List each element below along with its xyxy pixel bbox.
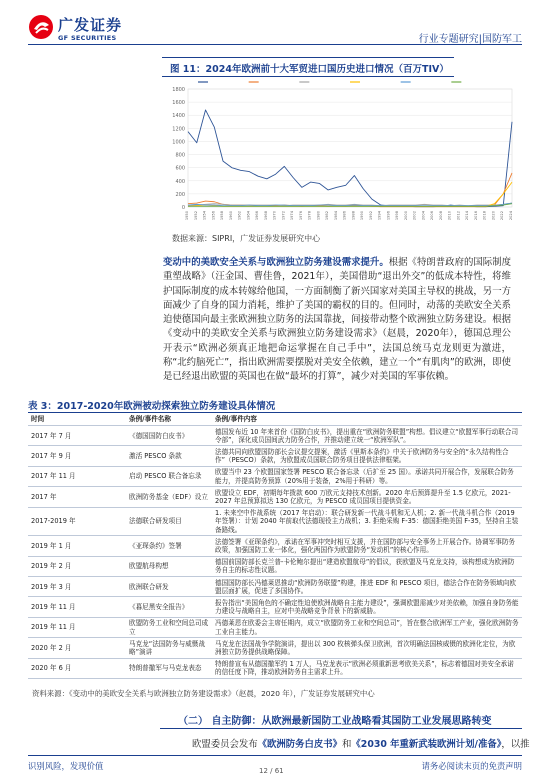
table-row	[28, 577, 522, 597]
x-tick-label: 1974	[290, 211, 295, 221]
figure-source: 数据来源：SIPRI，广发证券发展研究中心	[172, 234, 321, 243]
footer-disclaimer: 请务必阅读末页的免责声明	[421, 761, 522, 771]
content-cell: 欧盟设立 EDF，初期每年拨款 600 万欧元支持技术创新。2020 年后预算提升至 1.5 亿欧元，2021-2027 年总预算拟达 130 亿欧元，为 PESCO 成员国项目提供资金。	[212, 487, 522, 507]
y-tick-label: 1200	[172, 126, 185, 133]
table-header-row	[28, 413, 522, 426]
name-cell: 欧洲联合研发	[126, 577, 212, 597]
defense-events-table	[28, 413, 522, 679]
y-tick-label: 1600	[172, 100, 185, 107]
content-cell: 报告指出“美国角色的不确定性迫使欧洲战略自主能力建设”，强调欧盟需减少对美依赖，加强自身防务能力建设与战略自主，应对中美战略竞争背景下的新威胁。	[212, 597, 522, 617]
time-cell: 2017 年 11 月	[28, 466, 126, 486]
header-divider	[28, 44, 522, 45]
table-row	[28, 536, 522, 556]
time-cell: 2020 年 6 月	[28, 658, 126, 678]
y-tick-label: 0	[181, 205, 185, 211]
paragraph-body: 根据《特朗普政府的国际制度重塑战略》（汪金国、曹佳鲁，2021年），美国借助“退出外交”的低成本特性，将维护国际制度的成本转嫁给他国，一方面制衡了新兴国家对美国主导权的挑战，另一方面减少了自身的国力消耗，维护了美国的霸权的目的。但同时，动荡的美欧安全关系迫使德国向最主张欧洲独立防务的法国靠拢，间接带动整个欧洲独立防务建设。根据《变动中的美欧安全关系与欧洲独立防务建设需求》（赵晨，2020年），德国总理公开表示“欧洲必须真正地把命运掌握在自己手中”，法国总统马克龙则更为激进，称“北约脑死亡”，指出欧洲需要摆脱对美安全依赖，建立一个“有肌肉”的欧洲，即使是已经退出欧盟的英国也在做“最坏的打算”，减少对美国的军事依赖。	[163, 257, 511, 383]
time-cell: 2017 年 7 月	[28, 426, 126, 446]
content-cell: 1. 未来空中作战系统（2017 年启动）：联合研发新一代战斗机和无人机；2. 新一代战斗机合作（2019 年签署）：计划 2040 年前取代法德现役主力战机；3. 拒绝采购 F-35：德国拒绝美国 F-35，坚持自主装备路线。	[212, 507, 522, 536]
tail-post: ，以推	[501, 739, 530, 750]
time-cell: 2017 年 9 月	[28, 446, 126, 466]
x-tick-label: 1958	[220, 211, 225, 221]
x-tick-label: 1954	[202, 211, 207, 221]
table-row	[28, 617, 522, 637]
table-row	[28, 487, 522, 507]
x-tick-label: 2010	[447, 211, 452, 221]
import-history-chart	[160, 75, 520, 235]
x-tick-label: 1952	[193, 211, 198, 221]
content-cell: 欧盟当中 23 个欧盟国家签署 PESCO 联合备忘录（后扩至 25 国）。承诺共同开展合作，发展联合防务能力，并提高防务预算（20%用于装备，2%用于科研）等。	[212, 466, 522, 486]
x-tick-label: 1964	[246, 211, 251, 221]
x-tick-label: 1962	[237, 211, 242, 221]
y-tick-label: 200	[175, 191, 185, 198]
x-tick-label: 1980	[316, 211, 321, 221]
x-tick-label: 2012	[456, 211, 461, 221]
logo-mark-icon	[28, 14, 54, 40]
tail-mid: 和	[342, 739, 352, 750]
x-tick-label: 1990	[360, 211, 365, 221]
x-tick-label: 1966	[255, 211, 260, 221]
content-cell: 德国国防部长冯德莱恩推动“欧洲防务联盟”构建，推进 EDF 和 PESCO 项目，德法合作在防务领域向欧盟层面扩展，促进了多国协作。	[212, 577, 522, 597]
figure-title-bar	[162, 57, 454, 77]
table-row	[28, 638, 522, 658]
y-tick-label: 1800	[172, 87, 185, 93]
time-cell: 2020 年 2 月	[28, 638, 126, 658]
name-cell: 《暮尼黑安全报告》	[126, 597, 212, 617]
section-lead-text	[192, 736, 530, 750]
time-cell: 2019 年 3 月	[28, 577, 126, 597]
x-tick-label: 1986	[342, 211, 347, 221]
body-paragraph	[163, 256, 511, 385]
x-tick-label: 1956	[211, 211, 216, 221]
y-tick-label: 600	[175, 165, 185, 172]
x-tick-label: 1992	[368, 211, 373, 221]
section-rule	[160, 728, 522, 729]
header-name: 条例/事件名称	[126, 413, 212, 426]
x-tick-label: 1978	[307, 211, 312, 221]
x-tick-label: 2024	[509, 211, 513, 221]
tail-bold-2: 《2030 年重新武装欧洲计划/准备》	[351, 739, 502, 750]
x-tick-label: 1950	[185, 211, 189, 221]
x-tick-label: 1976	[298, 211, 303, 221]
tail-bold-1: 《欧洲防务白皮书》	[257, 739, 343, 750]
table-row	[28, 466, 522, 486]
series-line	[188, 182, 512, 206]
x-tick-label: 2016	[473, 211, 478, 221]
x-tick-label: 2018	[482, 211, 487, 221]
time-cell: 2017 年	[28, 487, 126, 507]
name-cell: 法德联合研发项目	[126, 507, 212, 536]
content-cell: 马克龙在法国战争学院演讲，提出以 300 枚核弹头保卫欧洲，首次明确法国核威慑的欧洲化定位，为欧洲独立防务提供战略保障。	[212, 638, 522, 658]
header-content: 条例/事件内容	[212, 413, 522, 426]
y-tick-label: 1000	[172, 139, 185, 146]
x-tick-label: 2006	[430, 211, 435, 221]
name-cell: 启动 PESCO 联合备忘录	[126, 466, 212, 486]
time-cell: 2019 年 11 月	[28, 617, 126, 637]
y-tick-label: 1400	[172, 113, 185, 120]
x-tick-label: 1996	[386, 211, 391, 221]
y-tick-label: 400	[175, 178, 185, 185]
tail-pre: 欧盟委员会发布	[192, 739, 258, 750]
x-tick-label: 2008	[438, 211, 443, 221]
name-cell: 特朗普撤军与马克龙表态	[126, 658, 212, 678]
x-tick-label: 1968	[263, 211, 268, 221]
x-tick-label: 2020	[491, 211, 496, 221]
table-row	[28, 507, 522, 536]
name-cell: 《亚琛条约》签署	[126, 536, 212, 556]
x-tick-label: 1972	[281, 211, 286, 221]
x-tick-label: 1998	[395, 211, 400, 221]
series-line	[188, 110, 512, 207]
content-cell: 德国前国防部长克兰普-卡伦鲍尔提出“建造欧盟航母”的倡议，获欧盟及马克龙支持，该构想成为欧洲防务自主的标志性议题。	[212, 556, 522, 576]
page-number: 12 / 61	[259, 767, 284, 775]
y-tick-label: 800	[175, 152, 185, 159]
header-time: 时间	[28, 413, 126, 426]
time-cell: 2017-2019 年	[28, 507, 126, 536]
x-tick-label: 1984	[333, 211, 338, 221]
figure-title: 图 11：2024年欧洲前十大军贸进口国历史进口情况（百万TIV）	[170, 64, 449, 75]
x-tick-label: 1960	[228, 211, 233, 221]
table-row	[28, 426, 522, 446]
content-cell: 德国发布近 10 年来首份《国防白皮书》，提出重在“欧洲防务联盟”构想。倡议建立“欧盟军事行动联合司令部”，深化成员国间武力防务合作，并推动建立统一“欧洲军队”。	[212, 426, 522, 446]
logo-text-cn: 广发证券	[58, 16, 123, 34]
name-cell: 《德国国防白皮书》	[126, 426, 212, 446]
x-tick-label: 2004	[421, 211, 426, 221]
table-source: 资料来源：《变动中的美欧安全关系与欧洲独立防务建设需求》（赵晨，2020 年），广发证券发展研究中心	[32, 689, 375, 698]
table-row	[28, 597, 522, 617]
table-title: 表 3：2017-2020年欧洲被动探索独立防务建设具体情况	[28, 401, 276, 412]
x-tick-label: 2014	[465, 211, 470, 221]
logo-text-en: GF SECURITIES	[58, 34, 117, 42]
paragraph-lead: 变动中的美欧安全关系与欧洲独立防务建设需求提升。	[163, 257, 389, 268]
content-cell: 冯德莱恩在欧委会主席任期内，成立“欧盟防务工业和空间总司”，旨在整合欧洲军工产业，强化欧洲防务工业自主能力。	[212, 617, 522, 637]
x-tick-label: 2022	[500, 211, 505, 221]
x-tick-label: 2000	[403, 211, 408, 221]
report-type: 行业专题研究|国防军工	[418, 34, 522, 45]
x-tick-label: 1970	[272, 211, 277, 221]
x-tick-label: 1982	[325, 211, 330, 221]
section-heading: （二） 自主防御：从欧洲最新国防工业战略看其国防工业发展思路转变	[178, 716, 492, 727]
x-tick-label: 2002	[412, 210, 417, 221]
table-row	[28, 658, 522, 678]
name-cell: 马克龙“法国防务与威慑战略”演讲	[126, 638, 212, 658]
footer-divider	[28, 755, 522, 756]
content-cell: 法德签署《亚琛条约》，承诺在军事冲突时相互支援，并在国防部与安全事务上开展合作。协调军事防务政策，加强国防工业一体化，强化两国作为欧盟防务“发动机”的核心作用。	[212, 536, 522, 556]
content-cell: 法德共同向欧盟国防部长会议提交提案，激活《里斯本条约》中关于欧洲防务与安全的“永久结构性合作”（PESCO）条款，为欧盟成员国联合防务项目提供法律框架。	[212, 446, 522, 466]
name-cell: 欧盟防务工业和空间总司成立	[126, 617, 212, 637]
x-tick-label: 1994	[377, 211, 382, 221]
table-row	[28, 446, 522, 466]
series-line	[188, 173, 512, 207]
plot-area	[188, 89, 512, 207]
name-cell: 欧洲防务基金（EDF）设立	[126, 487, 212, 507]
name-cell: 激活 PESCO 条款	[126, 446, 212, 466]
time-cell: 2019 年 11 月	[28, 597, 126, 617]
time-cell: 2019 年 1 月	[28, 536, 126, 556]
x-tick-label: 1988	[351, 211, 356, 221]
time-cell: 2019 年 2 月	[28, 556, 126, 576]
content-cell: 特朗普宣布从德国撤军约 1 万人，马克龙表示“欧洲必须重新思考欧美关系”，标志着德国对美安全承诺的信任度下降，推动欧洲防务自主需求上升。	[212, 658, 522, 678]
table-row	[28, 556, 522, 576]
name-cell: 欧盟航母构想	[126, 556, 212, 576]
footer-slogan: 识别风险，发现价值	[28, 761, 104, 771]
